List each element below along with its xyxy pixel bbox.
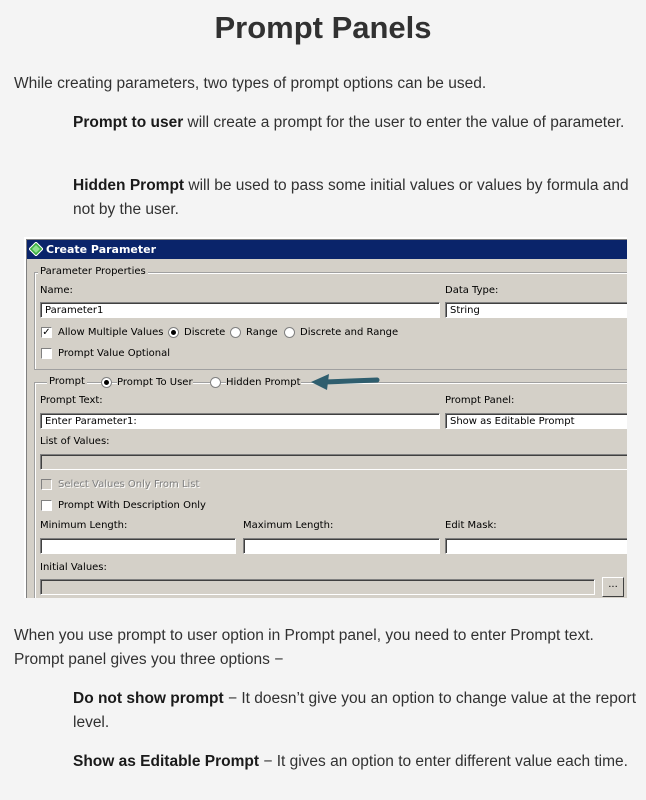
dialog-title: Create Parameter — [46, 243, 157, 256]
select-only-from-list-checkbox[interactable] — [41, 479, 52, 490]
hidden-prompt-label: Hidden Prompt — [226, 377, 301, 388]
prompt-group-label: Prompt — [49, 376, 85, 387]
data-type-select[interactable]: String — [445, 302, 627, 318]
name-label: Name: — [40, 285, 73, 296]
minimum-length-field[interactable] — [40, 538, 236, 554]
do-not-show-prompt-item — [73, 687, 638, 735]
prompt-panel-select[interactable]: Show as Editable Prompt — [445, 413, 627, 429]
allow-multiple-checkbox[interactable]: ✓ — [42, 327, 51, 338]
prompt-with-description-checkbox[interactable] — [41, 500, 52, 511]
option-term: Show as Editable Prompt — [73, 753, 260, 770]
prompt-value-optional-label: Prompt Value Optional — [58, 348, 170, 359]
data-type-label: Data Type: — [445, 285, 499, 296]
dialog-titlebar — [27, 240, 627, 259]
discrete-label: Discrete — [184, 327, 226, 338]
annotation-arrow-icon — [311, 371, 381, 393]
minimum-length-label: Minimum Length: — [40, 520, 128, 531]
prompt-value-optional-checkbox[interactable] — [41, 348, 52, 359]
prompt-text-field[interactable]: Enter Parameter1: — [40, 413, 440, 429]
item-desc: will be used to pass some initial values or values by formula and not by the user. — [73, 177, 629, 218]
create-parameter-dialog — [24, 237, 627, 598]
hidden-prompt-item — [73, 174, 638, 222]
list-of-values-field[interactable] — [40, 454, 627, 470]
intro-paragraph: While creating parameters, two types of prompt options can be used. — [14, 75, 487, 92]
dialog-body — [26, 239, 627, 598]
item-term: Hidden Prompt — [73, 177, 185, 194]
prompt-to-user-radio[interactable] — [101, 377, 112, 388]
show-as-editable-prompt-item — [73, 750, 638, 774]
hidden-prompt-radio[interactable] — [210, 377, 221, 388]
option-term: Do not show prompt — [73, 690, 224, 707]
prompt-to-user-item — [73, 111, 638, 135]
discrete-and-range-label: Discrete and Range — [300, 327, 399, 338]
edit-mask-field[interactable] — [445, 538, 627, 554]
prompt-to-user-label: Prompt To User — [117, 377, 193, 388]
item-term: Prompt to user — [73, 114, 184, 131]
option-desc: − It doesn’t give you an option to change value at the report level. — [73, 690, 636, 731]
list-of-values-label: List of Values: — [40, 436, 110, 447]
prompt-panel-label: Prompt Panel: — [445, 395, 515, 406]
maximum-length-label: Maximum Length: — [243, 520, 334, 531]
select-only-from-list-label: Select Values Only From List — [58, 479, 200, 490]
parameter-diamond-icon — [29, 242, 43, 256]
edit-mask-label: Edit Mask: — [445, 520, 497, 531]
range-radio[interactable] — [230, 327, 241, 338]
name-field[interactable]: Parameter1 — [40, 302, 440, 318]
parameter-properties-label: Parameter Properties — [40, 266, 146, 277]
initial-values-field[interactable] — [40, 579, 595, 595]
discrete-and-range-radio[interactable] — [284, 327, 295, 338]
maximum-length-field[interactable] — [243, 538, 440, 554]
prompt-with-description-label: Prompt With Description Only — [58, 500, 206, 511]
page-title: Prompt Panels — [214, 10, 432, 45]
range-label: Range — [246, 327, 278, 338]
discrete-radio[interactable] — [168, 327, 179, 338]
outro-paragraph: When you use prompt to user option in Prompt panel, you need to enter Prompt text. Prompt panel gives you three options − — [14, 627, 594, 668]
initial-values-label: Initial Values: — [40, 562, 107, 573]
browse-button[interactable]: ... — [602, 577, 624, 597]
prompt-text-label: Prompt Text: — [40, 395, 103, 406]
allow-multiple-label: Allow Multiple Values — [58, 327, 164, 338]
option-desc: − It gives an option to enter different value each time. — [259, 753, 628, 770]
item-desc: will create a prompt for the user to enter the value of parameter. — [183, 114, 625, 131]
